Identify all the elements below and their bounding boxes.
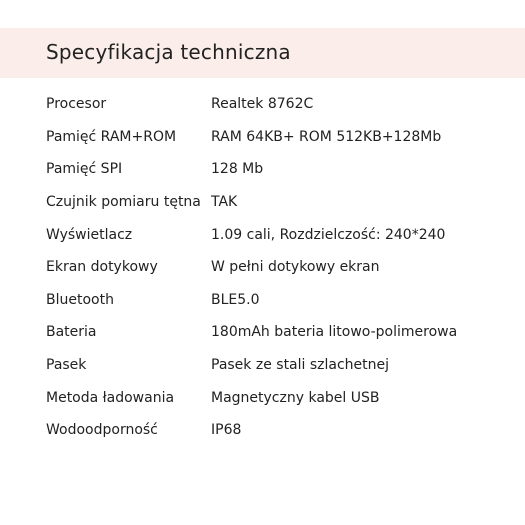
spec-value: W pełni dotykowy ekran <box>211 259 380 276</box>
spec-value: 1.09 cali, Rozdzielczość: 240*240 <box>211 226 446 243</box>
spec-value: Magnetyczny kabel USB <box>211 389 380 406</box>
spec-row-battery <box>46 316 516 349</box>
spec-value: RAM 64KB+ ROM 512KB+128Mb <box>211 128 442 145</box>
spec-row-touchscreen <box>46 251 516 284</box>
spec-value: BLE5.0 <box>211 291 260 308</box>
spec-row-waterproof <box>46 414 516 447</box>
spec-label: Wodoodporność <box>46 422 158 439</box>
spec-label: Ekran dotykowy <box>46 259 158 276</box>
spec-row-bluetooth <box>46 284 516 317</box>
spec-row-display <box>46 218 516 251</box>
page-title: Specyfikacja techniczna <box>46 40 291 64</box>
spec-label: Pamięć SPI <box>46 161 123 178</box>
spec-header <box>0 28 525 78</box>
spec-label: Bateria <box>46 324 97 341</box>
spec-label: Bluetooth <box>46 291 114 308</box>
spec-row-spi-memory <box>46 153 516 186</box>
spec-value: 128 Mb <box>211 161 264 178</box>
spec-row-ram-rom <box>46 121 516 154</box>
spec-row-processor <box>46 88 516 121</box>
spec-label: Metoda ładowania <box>46 389 175 406</box>
spec-label: Wyświetlacz <box>46 226 133 243</box>
spec-value: TAK <box>211 194 238 211</box>
spec-label: Procesor <box>46 96 107 113</box>
spec-row-charging-method <box>46 381 516 414</box>
spec-value: Realtek 8762C <box>211 96 314 113</box>
spec-table <box>46 88 516 447</box>
spec-value: 180mAh bateria litowo-polimerowa <box>211 324 458 341</box>
spec-label: Pasek <box>46 357 87 374</box>
spec-value: IP68 <box>211 422 242 439</box>
spec-row-heart-rate-sensor <box>46 186 516 219</box>
spec-label: Pamięć RAM+ROM <box>46 128 177 145</box>
spec-row-strap <box>46 349 516 382</box>
spec-label: Czujnik pomiaru tętna <box>46 194 201 211</box>
spec-value: Pasek ze stali szlachetnej <box>211 357 390 374</box>
